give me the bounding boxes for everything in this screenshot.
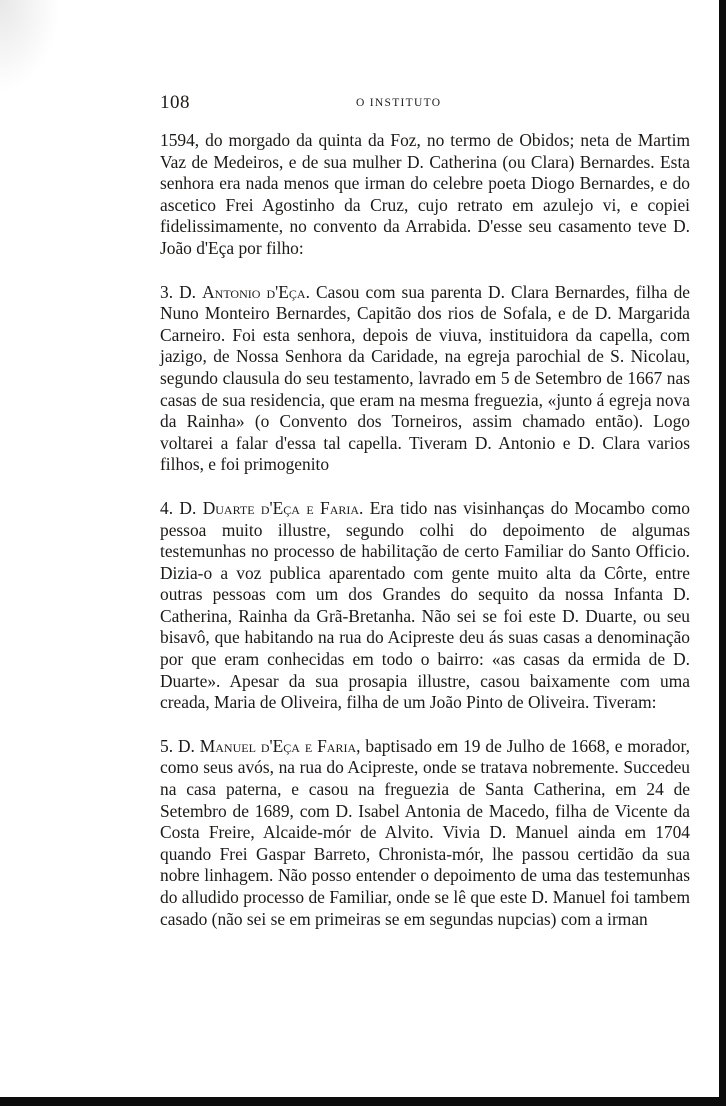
running-head (160, 92, 690, 120)
paragraph-entry-3 (160, 282, 690, 476)
entry-number: 5. D. (160, 735, 195, 756)
entry-number: 3. D. (160, 281, 197, 302)
paragraph-text: Era tido nas visinhanças do Mocambo como pessoa muito illustre, segundo colhi do depoimento de algumas testemunhas no processo de habilitação de certo Familiar do Santo Officio. Dizia-o a voz publica aparentado com gente muito alta da Côrte, entre outras pessoas com um dos Grandes do sequito da nossa Infanta D. Catherina, Rainha da Grã-Bretanha. Não sei se foi este D. Duarte, ou seu bisavô, que habitando na rua do Acipreste deu ás suas casas a denominação por que eram conhecidas em todo o bairro: «as casas da ermida de D. Duarte». Apesar da sua prosapia illustre, casou baixamente com uma creada, Maria de Oliveira, filha de um João Pinto de Oliveira. Tiveram: (160, 497, 690, 713)
paragraph-continuation (160, 130, 690, 260)
book-page (160, 92, 690, 952)
paragraph-entry-5 (160, 736, 690, 930)
paragraph-text: baptisado em 19 de Julho de 1668, e morador, como seus avós, na rua do Acipreste, onde se tratava nobremente. Succedeu na casa paterna, e casou na freguezia de Santa Catherina, em 24 de Setembro de 1689, com D. Isabel Antonia de Macedo, filha de Vicente da Costa Freire, Alcaide-mór de Alvito. Vivia D. Manuel ainda em 1704 quando Frei Gaspar Barreto, Chronista-mór, lhe passou certidão da sua nobre linhagem. Não posso entender o depoimento de uma das testemunhas do alludido processo de Familiar, onde se lê que este D. Manuel foi tambem casado (não sei se em primeiras se em segundas nupcias) com a irman (160, 735, 690, 929)
entry-name: Antonio d'Eça. (202, 281, 310, 302)
page-number: 108 (160, 92, 190, 113)
paragraph-text: Casou com sua parenta D. Clara Bernardes, filha de Nuno Monteiro Bernardes, Capitão dos rios de Sofala, e de D. Margarida Carneiro. Foi esta senhora, depois de viuva, instituidora da capella, com jazigo, de Nossa Senhora da Caridade, na egreja parochial de S. Nicolau, segundo clausula do seu testamento, lavrado em 5 de Setembro de 1667 nas casas de sua residencia, que eram na mesma freguezia, «junto á egreja nova da Rainha» (o Convento dos Torneiros, assim chamado então). Logo voltarei a falar d'essa tal capella. Tiveram D. Antonio e D. Clara varios filhos, e foi primogenito (160, 281, 690, 475)
entry-name: Duarte d'Eça e Faria. (202, 497, 364, 518)
entry-number: 4. D. (160, 497, 197, 518)
paragraph-entry-4 (160, 498, 690, 714)
running-title: O INSTITUTO (356, 97, 442, 109)
entry-name: Manuel d'Eça e Faria, (199, 735, 361, 756)
paragraph-text: 1594, do morgado da quinta da Foz, no termo de Obidos; neta de Martim Vaz de Medeiros, e de sua mulher D. Catherina (ou Clara) Bernardes. Esta senhora era nada menos que irman do celebre poeta Diogo Bernardes, e do ascetico Frei Agostinho da Cruz, cujo retrato em azulejo vi, e copiei fidelissimamente, no convento da Arrabida. D'esse seu casamento teve D. João d'Eça por filho: (160, 130, 690, 258)
